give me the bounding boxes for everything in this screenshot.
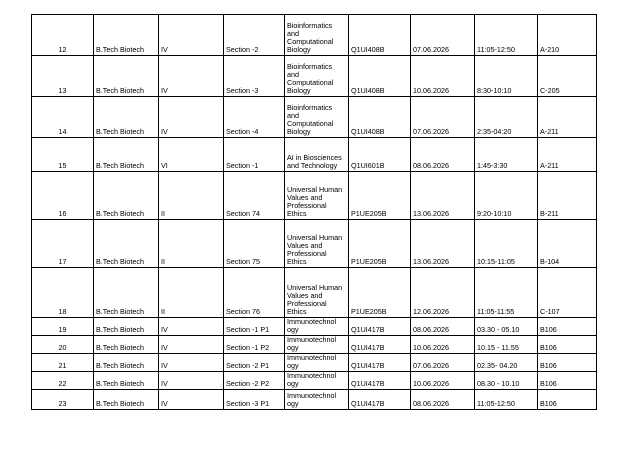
cell-room: C-107	[538, 268, 597, 318]
cell-section: Section -1 P1	[224, 318, 285, 336]
cell-sem: II	[159, 220, 224, 268]
cell-sno: 19	[32, 318, 94, 336]
cell-course: Universal Human Values and Professional Ethics	[285, 220, 349, 268]
cell-code: P1UE205B	[349, 220, 411, 268]
cell-room: C-205	[538, 56, 597, 97]
cell-sem: IV	[159, 15, 224, 56]
cell-section: Section -1 P2	[224, 336, 285, 354]
cell-time: 02.35- 04.20	[475, 354, 538, 372]
cell-course: Immunotechnol ogy	[285, 354, 349, 372]
cell-code: Q1UI408B	[349, 56, 411, 97]
cell-sem: IV	[159, 56, 224, 97]
cell-room: B106	[538, 336, 597, 354]
cell-program: B.Tech Biotech	[94, 390, 159, 410]
cell-room: B106	[538, 390, 597, 410]
cell-sem: IV	[159, 336, 224, 354]
cell-section: Section -2 P1	[224, 354, 285, 372]
cell-time: 8:30-10:10	[475, 56, 538, 97]
cell-section: Section -4	[224, 97, 285, 138]
table-row	[32, 220, 597, 268]
cell-program: B.Tech Biotech	[94, 56, 159, 97]
cell-sno: 20	[32, 336, 94, 354]
cell-date: 08.06.2026	[411, 138, 475, 172]
cell-date: 08.06.2026	[411, 390, 475, 410]
cell-course: Universal Human Values and Professional Ethics	[285, 268, 349, 318]
cell-room: A-211	[538, 97, 597, 138]
cell-sem: IV	[159, 97, 224, 138]
cell-program: B.Tech Biotech	[94, 220, 159, 268]
cell-room: B106	[538, 354, 597, 372]
cell-sem: IV	[159, 372, 224, 390]
cell-time: 11:05-12:50	[475, 15, 538, 56]
cell-sem: II	[159, 172, 224, 220]
cell-code: Q1UI417B	[349, 354, 411, 372]
cell-room: A-211	[538, 138, 597, 172]
cell-section: Section -2	[224, 15, 285, 56]
cell-sno: 17	[32, 220, 94, 268]
cell-program: B.Tech Biotech	[94, 318, 159, 336]
cell-course: AI in Biosciences and Technology	[285, 138, 349, 172]
table-row	[32, 390, 597, 410]
cell-date: 07.06.2026	[411, 97, 475, 138]
table-row	[32, 97, 597, 138]
cell-room: B106	[538, 372, 597, 390]
cell-sem: IV	[159, 390, 224, 410]
cell-time: 2:35-04:20	[475, 97, 538, 138]
cell-date: 12.06.2026	[411, 268, 475, 318]
cell-code: P1UE205B	[349, 172, 411, 220]
table-row	[32, 372, 597, 390]
cell-code: Q1UI408B	[349, 97, 411, 138]
cell-time: 10:15-11:05	[475, 220, 538, 268]
cell-date: 13.06.2026	[411, 220, 475, 268]
cell-code: P1UE205B	[349, 268, 411, 318]
cell-time: 03.30 - 05.10	[475, 318, 538, 336]
table-row	[32, 138, 597, 172]
cell-course: Universal Human Values and Professional Ethics	[285, 172, 349, 220]
cell-date: 07.06.2026	[411, 15, 475, 56]
cell-code: Q1UI417B	[349, 318, 411, 336]
table-row	[32, 354, 597, 372]
cell-date: 07.06.2026	[411, 354, 475, 372]
cell-sno: 16	[32, 172, 94, 220]
cell-course: Bioinformatics and Computational Biology	[285, 56, 349, 97]
cell-room: B-211	[538, 172, 597, 220]
cell-program: B.Tech Biotech	[94, 172, 159, 220]
cell-date: 10.06.2026	[411, 56, 475, 97]
cell-time: 10.15 - 11.55	[475, 336, 538, 354]
cell-date: 10.06.2026	[411, 336, 475, 354]
cell-course: Bioinformatics and Computational Biology	[285, 97, 349, 138]
cell-room: B-104	[538, 220, 597, 268]
cell-sno: 14	[32, 97, 94, 138]
cell-code: Q1UI417B	[349, 336, 411, 354]
cell-sem: IV	[159, 354, 224, 372]
cell-section: Section -3	[224, 56, 285, 97]
cell-course: Immunotechnol ogy	[285, 318, 349, 336]
table-row	[32, 318, 597, 336]
cell-time: 1:45-3:30	[475, 138, 538, 172]
cell-program: B.Tech Biotech	[94, 268, 159, 318]
table-row	[32, 56, 597, 97]
cell-sno: 23	[32, 390, 94, 410]
cell-section: Section -3 P1	[224, 390, 285, 410]
cell-sem: IV	[159, 318, 224, 336]
cell-sno: 12	[32, 15, 94, 56]
cell-room: A-210	[538, 15, 597, 56]
cell-program: B.Tech Biotech	[94, 336, 159, 354]
cell-code: Q1UI408B	[349, 15, 411, 56]
cell-course: Immunotechnol ogy	[285, 372, 349, 390]
table-row	[32, 336, 597, 354]
cell-sem: II	[159, 268, 224, 318]
cell-section: Section 74	[224, 172, 285, 220]
cell-sno: 22	[32, 372, 94, 390]
cell-section: Section -2 P2	[224, 372, 285, 390]
cell-code: Q1UI417B	[349, 372, 411, 390]
cell-course: Immunotechnol ogy	[285, 390, 349, 410]
schedule-table-body	[32, 15, 597, 410]
cell-time: 11:05-11:55	[475, 268, 538, 318]
cell-sno: 21	[32, 354, 94, 372]
cell-sno: 18	[32, 268, 94, 318]
cell-program: B.Tech Biotech	[94, 372, 159, 390]
table-row	[32, 268, 597, 318]
cell-program: B.Tech Biotech	[94, 138, 159, 172]
table-row	[32, 172, 597, 220]
cell-course: Bioinformatics and Computational Biology	[285, 15, 349, 56]
cell-sno: 13	[32, 56, 94, 97]
cell-section: Section 75	[224, 220, 285, 268]
cell-time: 11:05-12:50	[475, 390, 538, 410]
cell-sno: 15	[32, 138, 94, 172]
cell-program: B.Tech Biotech	[94, 15, 159, 56]
cell-time: 08.30 - 10.10	[475, 372, 538, 390]
cell-section: Section 76	[224, 268, 285, 318]
cell-time: 9:20-10:10	[475, 172, 538, 220]
cell-date: 08.06.2026	[411, 318, 475, 336]
cell-program: B.Tech Biotech	[94, 354, 159, 372]
cell-room: B106	[538, 318, 597, 336]
schedule-table	[31, 14, 597, 410]
cell-program: B.Tech Biotech	[94, 97, 159, 138]
cell-section: Section -1	[224, 138, 285, 172]
cell-date: 10.06.2026	[411, 372, 475, 390]
table-row	[32, 15, 597, 56]
cell-code: Q1UI417B	[349, 390, 411, 410]
cell-course: Immunotechnol ogy	[285, 336, 349, 354]
cell-sem: VI	[159, 138, 224, 172]
cell-code: Q1UI601B	[349, 138, 411, 172]
cell-date: 13.06.2026	[411, 172, 475, 220]
